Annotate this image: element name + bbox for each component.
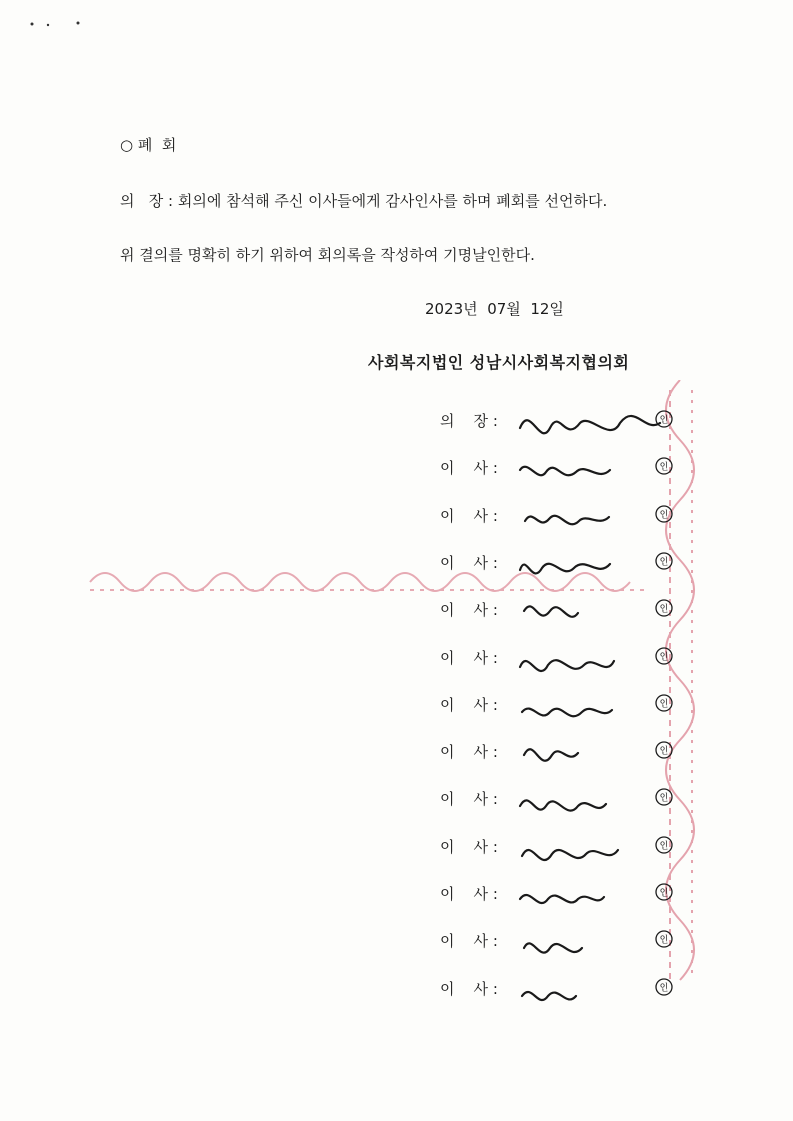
seal-mark-label: 인 <box>659 557 669 568</box>
handwritten-signature <box>520 918 720 958</box>
scan-specks <box>28 18 88 30</box>
signatory-role: 이 사 : <box>440 837 498 856</box>
signatory-role: 이 사 : <box>440 885 498 903</box>
seal-mark-label: 인 <box>659 462 669 473</box>
signatory-role: 이 사 : <box>440 743 498 762</box>
signature-row <box>440 643 740 673</box>
signature-row <box>440 784 740 814</box>
seal-mark-label: 인 <box>659 746 669 757</box>
handwritten-signature <box>520 493 720 533</box>
signature-row <box>440 453 740 483</box>
seal-mark-label: 인 <box>659 793 669 804</box>
handwritten-signature <box>520 540 720 580</box>
seal-mark-label: 인 <box>659 888 669 899</box>
seal-mark-label: 인 <box>659 604 669 615</box>
signature-row <box>440 737 740 767</box>
signatory-role: 이 사 : <box>440 695 498 714</box>
seal-mark-label: 인 <box>659 510 669 521</box>
signature-row <box>440 690 740 720</box>
handwritten-signature <box>520 587 720 627</box>
signature-row <box>440 832 740 862</box>
resolution-statement: 위 결의를 명확히 하기 위하여 회의록을 작성하여 기명날인한다. <box>120 246 535 264</box>
seal-mark-icon <box>655 647 673 665</box>
seal-mark-label: 인 <box>659 935 669 946</box>
seal-mark-icon <box>655 505 673 523</box>
signatory-role: 이 사 : <box>440 648 498 667</box>
handwritten-signature <box>520 871 720 911</box>
handwritten-signature <box>520 445 720 485</box>
seal-mark-icon <box>655 883 673 901</box>
signatory-role: 이 사 : <box>440 601 498 620</box>
seal-mark-icon <box>655 599 673 617</box>
handwritten-signature <box>520 776 720 816</box>
handwritten-signature <box>520 398 720 438</box>
handwritten-signature <box>520 682 720 722</box>
seal-mark-label: 인 <box>659 652 669 662</box>
signature-row <box>440 406 740 436</box>
seal-mark-icon <box>655 741 673 759</box>
signatory-role: 이 사 : <box>440 459 498 478</box>
handwritten-signature <box>520 824 720 864</box>
handwritten-signature <box>520 635 720 675</box>
signature-row <box>440 501 740 531</box>
signature-row <box>440 974 740 1004</box>
signatory-role: 의 장 : <box>440 412 498 430</box>
signatory-role: 이 사 : <box>440 506 498 525</box>
handwritten-signature <box>520 966 720 1006</box>
seal-mark-icon <box>655 836 673 854</box>
signature-row <box>440 548 740 578</box>
closing-statement: 의 장 : 회의에 참석해 주신 이사들에게 감사인사를 하며 폐회를 선언하다. <box>120 192 608 210</box>
seal-mark-icon <box>655 457 673 475</box>
seal-mark-icon <box>655 978 673 996</box>
seal-mark-icon <box>655 410 673 428</box>
signatory-role: 이 사 : <box>440 553 498 572</box>
closing-heading: ○ 폐 회 <box>120 136 177 154</box>
handwritten-signature <box>520 729 720 769</box>
signatory-role: 이 사 : <box>440 932 498 951</box>
signature-row <box>440 595 740 625</box>
signature-row <box>440 879 740 909</box>
signatory-role: 이 사 : <box>440 979 498 998</box>
seal-mark-label: 인 <box>659 983 669 994</box>
signatory-role: 이 사 : <box>440 790 498 809</box>
signature-row <box>440 926 740 956</box>
seal-mark-icon <box>655 930 673 948</box>
seal-mark-icon <box>655 694 673 712</box>
seal-mark-label: 인 <box>659 699 669 710</box>
seal-mark-label: 인 <box>659 415 669 426</box>
seal-mark-icon <box>655 788 673 806</box>
seal-mark-label: 인 <box>659 841 669 852</box>
meeting-date: 2023년 07월 12일 <box>425 300 564 318</box>
seal-mark-icon <box>655 552 673 570</box>
organization-name: 사회복지법인 성남시사회복지협의회 <box>368 353 630 372</box>
